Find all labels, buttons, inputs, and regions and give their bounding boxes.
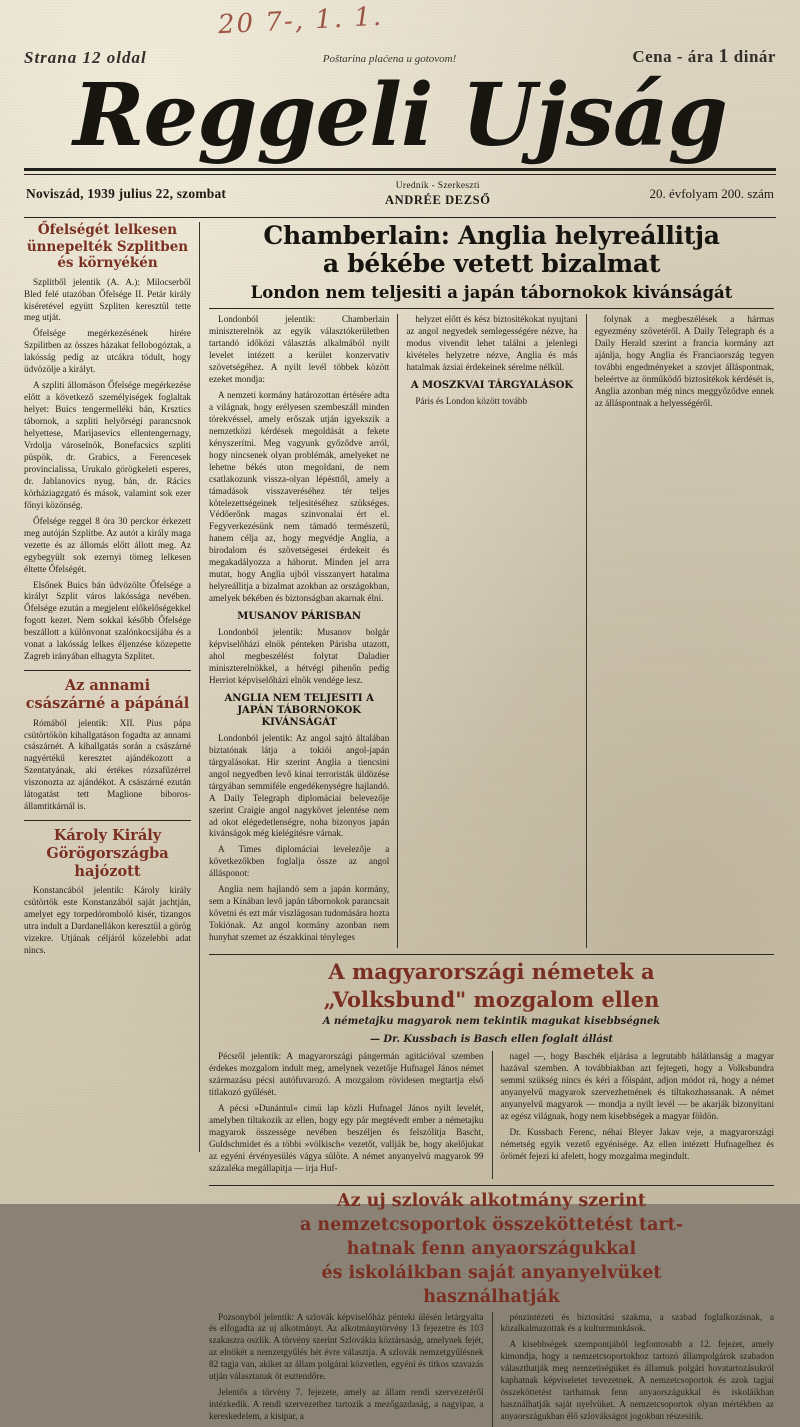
main-headline-line2: a békébe vetett bizalmat (209, 250, 774, 278)
left-section3-headline: Károly Király Görögországba hajózott (24, 827, 191, 880)
price-prefix: Cena - ára (632, 47, 713, 66)
issue-number: 20. évfolyam 200. szám (649, 186, 774, 202)
article3-column-1 (209, 1312, 492, 1427)
imprint-bar (24, 175, 776, 214)
price-unit: dinár (734, 47, 776, 66)
paragraph: Dr. Kussbach Ferenc, néhai Bleyer Jakav veje, a magyarországi németség egyik vezető egyénisége. Az ellen intézett Hufnagelhez és örömét fejezi ki afelett, hogy mozgalma megindult. (501, 1127, 775, 1163)
article3-headline-line4: és iskoláikban saját anyanyelvüket (209, 1263, 774, 1283)
article3-column-2 (492, 1312, 775, 1427)
paragraph: A kisebbségek szempontjából legfontosabb a 12. fejezet, amely kimondja, hogy a nemzetcsoportokhoz tartozó állampolgárok szabadon választhatják meg nemzetiségüket és államuk polgári hovatartozásukról kaphatnak képviseletet tevezetnek. A nemzetcsoportok és azok tagjai összeköttetést tarthatnak fenn anyaországukkal és iskoláikban használhatják saját nyelvüket. A nemzetcsoportok olyan mértékben az anyaországukban élő szlovákságot jogokban részesitik. (501, 1339, 775, 1423)
masthead-rule (24, 168, 776, 175)
subheading-musanov: MUSANOV PÁRISBAN (209, 611, 389, 623)
paragraph: nagel —, hogy Baschék eljárása a legrutabb hálátlanság a magyar hazával szemben. A továbbiakban azt fejtegeti, hogy a Volksbundra semmi szükség nincs és kéri a főispánt, adjon módot rá, hogy a német anyanyelvű magyarok szervezhetnének és tiltakozhassanak. A német anyanyelvű magyarok — mondja a nyilt levél — be akarják bizonyitani az egész világnak, hogy nem kisebbségek a magyar földön. (501, 1051, 775, 1123)
article3-headline-line3: hatnak fenn anyaországukkal (209, 1239, 774, 1259)
paragraph: A Times diplomáciai levelezője a következőkben foglalja össze az angol állásponot: (209, 844, 389, 880)
paragraph: Őfelsége megérkezésének hirére Szpilitben az összes házakat fellobogóztak, a lakósság pedig az utcákra tódult, hogy üdvözölje a királyt. (24, 328, 191, 376)
paragraph: Anglia nem hajlandó sem a japán kormány, sem a Kínában levő japán tábornokok parancsait követni és ezt már viszlágosan tudomására hozta Tokiónak. Az angol kormány azonban nem hunyhat szemet az északkinai tényleges (209, 884, 389, 944)
paragraph: helyzet előtt és kész biztositékokat nyujtani az angol negyedek semlegességére nézve, ha modus vivendit lehet találni a jelenlegi kivételes helyzetre nézve, Anglia és más hatalmak ázsiai érdekeinek sérelme nélkül. (406, 314, 577, 374)
paragraph: Pécsről jelentik: A magyarországi pángermán agitációval szemben érdekes mozgalom indult meg, amelynek vezetője Hufnagel János német származásu pécsi autófuvarozó. A mozgalom rövidesen megtartja első titlakozó gyűlését. (209, 1051, 484, 1099)
paragraph: Szplitből jelentik (A. A.): Milocserből Bled felé utazóban Őfelsége II. Petár király kiséretével együtt Szpliten keresztül tette meg utját. (24, 277, 191, 325)
article2-deck-line1: A németajku magyarok nem tekintik magukat kisebbségnek (209, 1016, 774, 1029)
lead-column-3 (586, 314, 774, 948)
editor-block (385, 181, 491, 209)
editor-name: ANDRÉE DEZSŐ (385, 193, 491, 209)
lead-column-2 (397, 314, 585, 948)
page-count-label: Strana 12 oldal (24, 48, 147, 68)
paragraph: A pécsi »Dunántul« cimü lap közli Hufnagel János nyilt levelét, amelyben tiltakozik az ellen, hogy egy pár megtévedt ember a németajku magyarok összessége nevében beszéljen és felszólitja Bascht, Guldschmidet és a többi »völkisch« vezetőt, vallják be, hogy akelőjukat az egyéni érvényesülés vágya sülöte. A német anyanyelvü magyarok 99 százaléka megállapitja — irja Huf- (209, 1103, 484, 1175)
paragraph: Konstancából jelentik: Károly király csütörtök este Konstanzából saját jachtján, amelyet egy torpedóromboló kisér, tizangos utra indult a Dardanellákon keresztül a görög vizekre. Utjának céljáról közelebbi adat nincs. (24, 885, 191, 957)
paragraph: Rómából jelentik: XII. Pius pápa csütörtökön kihallgatáson fogadta az annami császárnét. A kihallgatás során a császárné nagyértékű keresztet ajándékozott a Szentatyának, aki értékes rózsafűzérrel viszonozta az ajándékot. A császárné ezután látogatást tett Maglione biboros-államtitkárnál is. (24, 718, 191, 814)
section-divider (24, 670, 191, 671)
lead-column-1 (209, 314, 397, 948)
paragraph: Páris és London között tovább (406, 396, 577, 408)
paragraph: A nemzeti kormány határozottan értésére adta a világnak, hogy erélyesen szembeszáll minden törekvéssel, amely erőszak utján igyekszik a nemzetközi kérdések megoldását a fekete kényszerítni. Meg vagyunk győződve arról, hogy nincsenek olyan problémák, amelyeket ne lehetne békés uton megoldani, de nem csatlakozunk vissza-olyan lépésttől, amely a támadások visszaveréséhez tér teljes kötelezettségeinek teljesitéséhez szükséges. Védőerőnk magas szinvonalai ért el. Fegyverkezésünk nem támadó természetű, hanem célja az, hogy megvédje Anglia, a birodalom és szövetségesei érdekeit és megakadályozza a háborut. Minden jel arra mutat, hogy Anglia ujból visszanyert hatalma helyreállitja a bizalmat azokban az országokban, amelyek békében és biztonságban akarnak élni. (209, 390, 389, 605)
article-volksbund (209, 960, 774, 1179)
content-area (24, 222, 776, 1152)
postage-note: Poštarina plaćena u gotovom! (323, 53, 457, 68)
article2-headline-line1: A magyarországi németek a (209, 960, 774, 984)
main-headline-line1: Chamberlain: Anglia helyreállitja (209, 222, 774, 250)
newspaper-title: Reggeli Ujság (24, 72, 776, 160)
article3-top-divider (209, 1185, 774, 1186)
left-column (24, 222, 200, 1152)
paragraph: Őfelsége reggel 8 óra 30 perckor érkezett meg autóján Szplitbe. Az autót a király maga vezette és az állomás előtt állott meg. Az egybegyült sok ezernyi tömeg lelkesen éltette Őfelségét. (24, 516, 191, 576)
article2-column-1 (209, 1051, 492, 1179)
article2-deck-line2: — Dr. Kussbach is Basch ellen foglalt állást (209, 1034, 774, 1047)
subheading-japan: ANGLIA NEM TELJESITI A JAPÁN TÁBORNOKOK KIVÁNSÁGÁT (209, 693, 389, 729)
price-value: 1 (719, 45, 730, 67)
subheading-moscow: A MOSZKVAI TÁRGYALÁSOK (406, 380, 577, 392)
paragraph: Pozsonyból jelentik: A szlovák képviselőház pénteki ülésén letárgyalta és elfogadta az uj alkotmányt. Az alkotmánytörvény 13 fejezetre és 103 szakaszra oszlik. A törvény szerint Szlovákia köztársaság, amelynek fejét, az elnökét a nemzetgyűlés hét évre választja. A szlovák nemzetgyűlésnek 82 tagja van, akiket az állam polgárai közvetlen, egyéni és titkos szavazás utján választanak öt esztendőre. (209, 1312, 484, 1384)
paragraph: Jelentős a törvény 7. fejezete, amely az állam rendi szervezetéről intézkedik. A rendi szervezetbez tartozik a mezőgazdaság, a nagyipar, a kereskedelem, a kisipar, a (209, 1387, 484, 1423)
paragraph: Londonból jelentik: Az angol sajtó általában biztatónak látja a tokiói angol-japán tárgyalásokat. Hir szerint Anglia a tiencsini angol negyedben levő kinai terroristák üldözése tárgyában semmiféle engedékenységre hajlandó. A Daily Telegraph diplomáciai belevezője szerint Craigie angol nagykövet jelentése nem ad okot elégedetlenségre, noha bizonyos japán kivánságok még kielégítésre várnak. (209, 733, 389, 841)
price-label (632, 45, 776, 68)
article2-column-2 (492, 1051, 775, 1179)
article3-columns (209, 1312, 774, 1427)
masthead (24, 72, 776, 160)
article2-top-divider (209, 954, 774, 955)
paragraph: Elsőnek Buics bán üdvözölte Őfelsége a királyt Szplit város lakóssága nevében. Őfelsége ezután a megjelent előkelőségekkel fogott kezet. Nem sokkal később Őfelsége beszállott a különvonat szalónkocsijába és a vonat a lakósság lelkes éljenzése közepette Zagreb irányában elhagyta Szplitet. (24, 580, 191, 664)
left-lead-headline: Őfelségét lelkesen ünnepelték Szplitben és környékén (24, 222, 191, 271)
editor-label: Uredník - Szerkeszti (385, 181, 491, 193)
article-slovak-constitution (209, 1191, 774, 1427)
lead-article-columns (209, 314, 774, 948)
article3-headline-line1: Az uj szlovák alkotmány szerint (209, 1191, 774, 1211)
article2-columns (209, 1051, 774, 1179)
main-column (200, 222, 774, 1152)
imprint-rule (24, 217, 776, 218)
paragraph: folynak a megbeszélések a hármas egyezmény szövetéről. A Daily Telegraph és a Daily Herald szerint a francia kormány azt ajánlja, hogy Anglia és Franciaország tegyen további engedményeket a szovjet álláspontnak, beleértve az önműködő biztositékok kérdését is, Anglia azonban még nincs meggyőződve ennek az álláspontnak a helyességéről. (595, 314, 774, 410)
handwritten-annotation: 20 7-, 1. 1. (217, 2, 383, 41)
article2-headline-line2: „Volksbund" mozgalom ellen (209, 988, 774, 1012)
paragraph: Londonból jelentik: Chamberlain miniszterelnök az egyik választókerületben tartandó időközi választás alkalmából nyilt levelet intézett a kerület konzervativ szövetségéhez. A nyilt levél többek között ezeket mondja: (209, 314, 389, 386)
left-section2-headline: Az annami császárné a pápánál (24, 677, 191, 712)
issue-place-date: Noviszád, 1939 julius 22, szombat (26, 186, 226, 202)
section-divider (24, 820, 191, 821)
article3-headline-line5: használhatják (209, 1287, 774, 1307)
paragraph: Londonból jelentik: Musanov bolgár képviselőházi elnök pénteken Párisba utazott, ahol megbeszélést folytat Daladier miniszterelnökkel, a hétvégi pihenőn pedig Herriot képviselőházi elnök vendége lesz. (209, 627, 389, 687)
paragraph: pénzintézeti és biztositási szakma, a szabad foglalkozásnak, a közalkalmazottak és a kulturmunkások. (501, 1312, 775, 1336)
article3-headline-line2: a nemzetcsoportok összeköttetést tart- (209, 1215, 774, 1235)
main-headline-subline: London nem teljesiti a japán tábornokok kivánságát (209, 283, 774, 302)
main-headline-block (209, 222, 774, 302)
top-bar (24, 0, 776, 68)
headline-divider (209, 308, 774, 309)
paragraph: A szpliti állomáson Őfelsége megérkezése előtt a következő személyiségek foglaltak helyet: Buics tengermelléki bán, Krsztics tábornok, a szpliti helyőrségi parancsnok helyettese, Marijasevics ellentengernagy, Vrdolja városelnök, Bonefacsics szpliti püspök, dr. Grabics, a Ferencesek provincialissa, Urukalo görögkeleti esperes, dr. Jablanovics nyug. bán, dr. Rácics körháziagzgató és mások, valamint sok ezer főnyi közönség. (24, 380, 191, 511)
